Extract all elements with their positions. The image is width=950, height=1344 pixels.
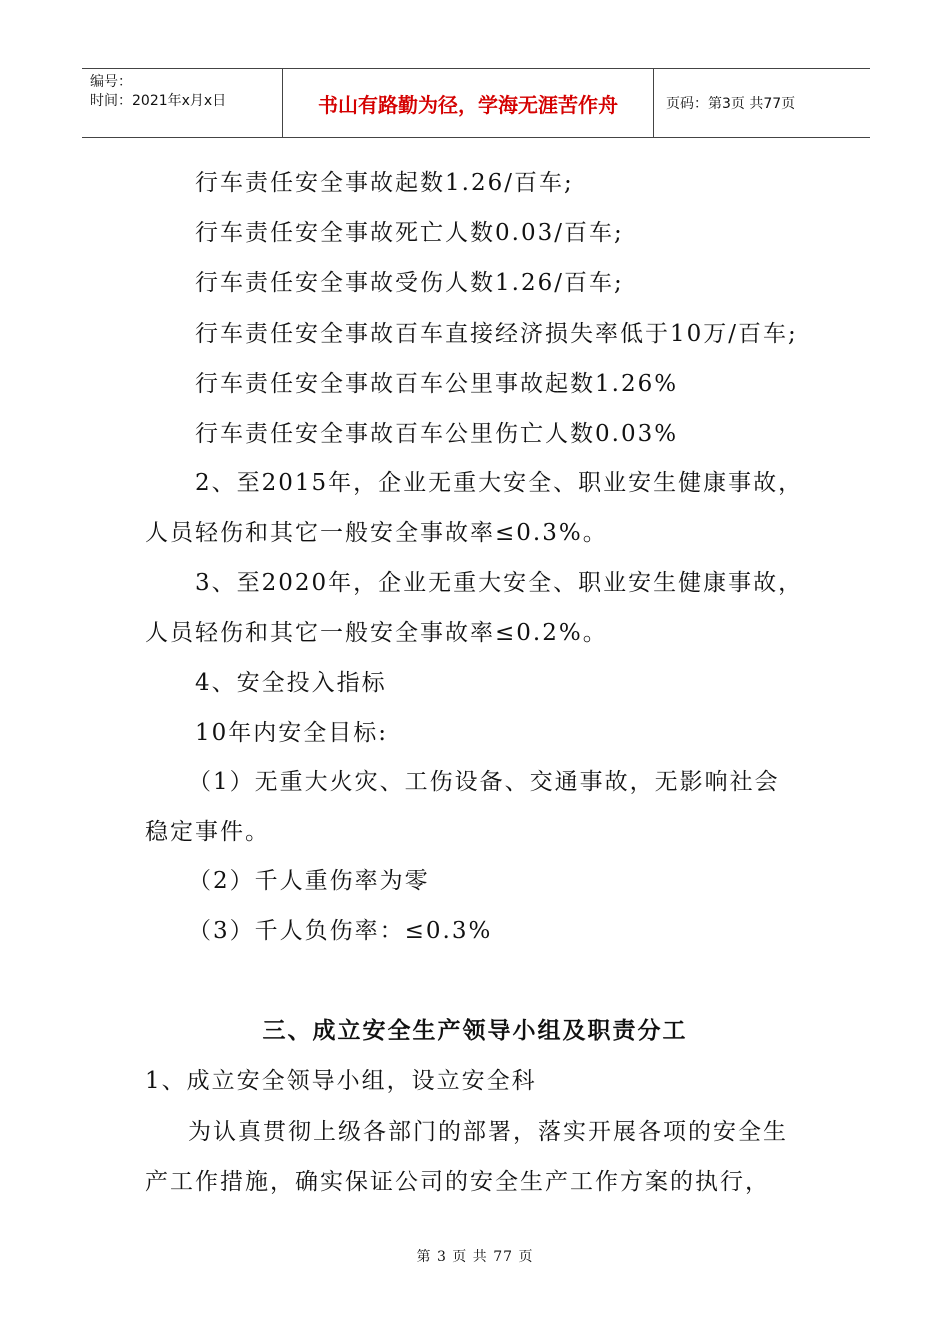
body-line: 人员轻伤和其它一般安全事故率≤0.3%。 <box>145 520 608 546</box>
body-line: 行车责任安全事故百车公里伤亡人数0.03% <box>195 421 679 447</box>
body-line: 稳定事件。 <box>145 819 270 845</box>
page-footer: 第 3 页 共 77 页 <box>416 1249 534 1265</box>
header-meta <box>82 69 282 137</box>
body-line: （2）千人重伤率为零 <box>188 868 430 894</box>
section-line: 产工作措施，确实保证公司的安全生产工作方案的执行， <box>145 1169 770 1195</box>
document-time-label: 时间：2021年x月x日 <box>90 93 227 109</box>
body-line: 10年内安全目标: <box>195 720 389 746</box>
header-page-info: 页码：第3页 共77页 <box>666 96 796 112</box>
body-line: 行车责任安全事故受伤人数1.26/百车; <box>195 270 624 296</box>
body-line: 行车责任安全事故百车直接经济损失率低于10万/百车; <box>195 321 798 347</box>
section-line: 为认真贯彻上级各部门的部署，落实开展各项的安全生 <box>188 1119 788 1145</box>
body-line: （3）千人负伤率：≤0.3% <box>188 918 493 944</box>
body-line: 4、安全投入指标 <box>195 670 387 696</box>
page-header <box>82 68 870 138</box>
document-number-label: 编号： <box>90 74 132 90</box>
body-line: （1）无重大火灾、工伤设备、交通事故，无影响社会 <box>188 769 780 795</box>
section-heading: 三、成立安全生产领导小组及职责分工 <box>262 1018 688 1044</box>
body-line: 行车责任安全事故起数1.26/百车; <box>195 170 574 196</box>
body-line: 人员轻伤和其它一般安全事故率≤0.2%。 <box>145 620 608 646</box>
body-line: 3、至2020年，企业无重大安全、职业安生健康事故， <box>195 570 804 596</box>
body-line: 行车责任安全事故百车公里事故起数1.26% <box>195 371 679 397</box>
body-line: 行车责任安全事故死亡人数0.03/百车; <box>195 220 624 246</box>
body-line: 2、至2015年，企业无重大安全、职业安生健康事故， <box>195 470 804 496</box>
section-line: 1、成立安全领导小组，设立安全科 <box>145 1068 537 1094</box>
header-motto: 书山有路勤为径，学海无涯苦作舟 <box>282 69 654 137</box>
